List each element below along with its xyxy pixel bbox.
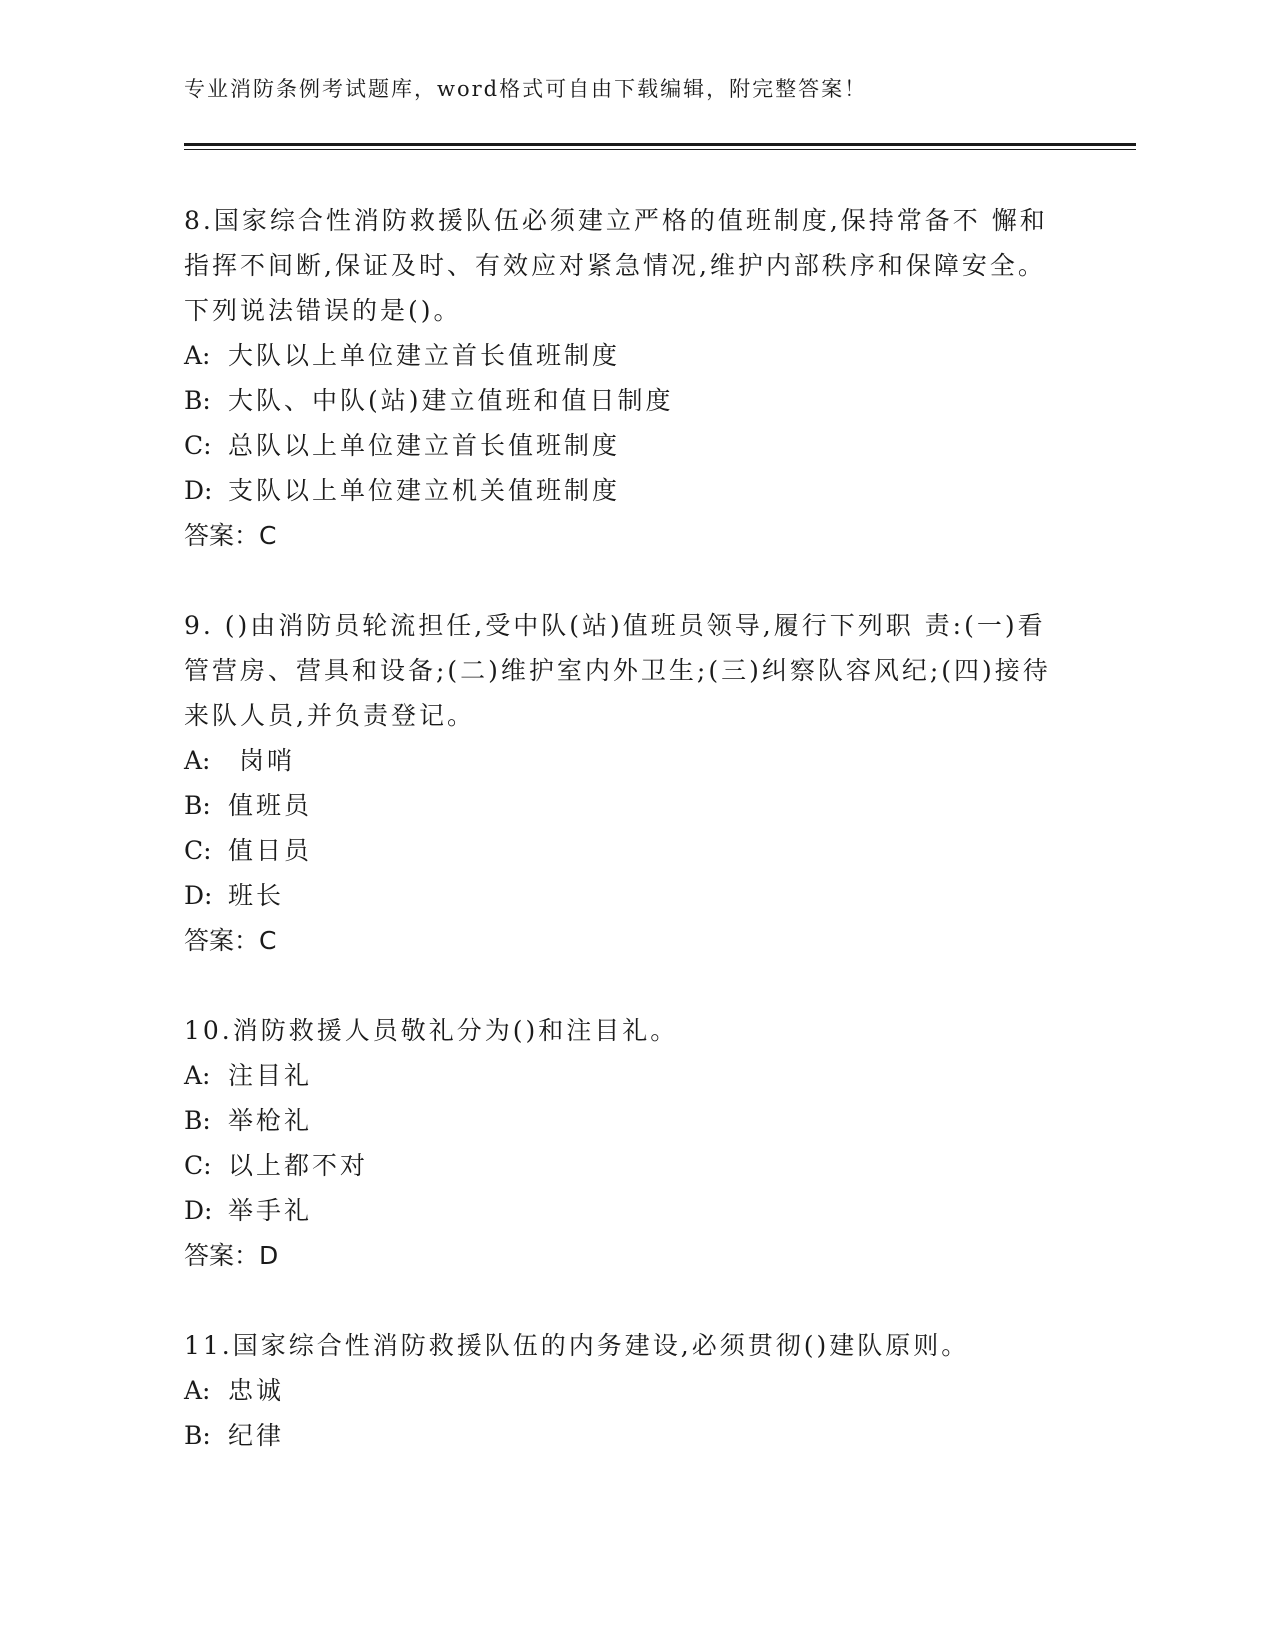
option-letter: C:	[184, 1151, 212, 1180]
option-letter: C:	[184, 836, 212, 865]
option-b	[184, 1098, 1064, 1143]
option-d	[184, 873, 1064, 918]
answer-line: 答案：C	[184, 521, 277, 550]
question-text: 8.国家综合性消防救援队伍必须建立严格的值班制度,保持常备不 懈和指挥不间断,保证及时、有效应对紧急情况,维护内部秩序和保障安全。下列说法错误的是()。	[184, 206, 1048, 325]
option-letter: C:	[184, 431, 212, 460]
option-a	[184, 333, 1064, 378]
option-a	[184, 1368, 1064, 1413]
option-letter: A:	[184, 1376, 211, 1405]
option-text: 岗哨	[228, 746, 295, 775]
option-letter: B:	[184, 1421, 211, 1450]
option-letter: B:	[184, 791, 211, 820]
header-divider-thin	[184, 149, 1136, 150]
question-11	[184, 1323, 1064, 1458]
option-text: 班长	[228, 881, 285, 910]
option-d	[184, 1188, 1064, 1233]
option-text: 以上都不对	[228, 1151, 369, 1180]
option-text: 举枪礼	[228, 1106, 313, 1135]
header-divider-thick	[184, 143, 1136, 146]
option-letter: D:	[184, 881, 213, 910]
option-letter: B:	[184, 1106, 211, 1135]
question-8	[184, 198, 1064, 558]
option-text: 忠诚	[228, 1376, 285, 1405]
answer-line: 答案：D	[184, 1241, 279, 1270]
answer-line: 答案：C	[184, 926, 277, 955]
option-text: 值日员	[228, 836, 313, 865]
option-b	[184, 783, 1064, 828]
question-text: 11.国家综合性消防救援队伍的内务建设,必须贯彻()建队原则。	[184, 1331, 970, 1360]
option-letter: A:	[184, 1061, 211, 1090]
option-b	[184, 1413, 1064, 1458]
page-header: 专业消防条例考试题库，word格式可自由下载编辑，附完整答案！	[184, 77, 868, 101]
option-c	[184, 828, 1064, 873]
question-9	[184, 603, 1064, 963]
question-text: 9. ()由消防员轮流担任,受中队(站)值班员领导,履行下列职 责:(一)看管营房、营具和设备;(二)维护室内外卫生;(三)纠察队容风纪;(四)接待来队人员,并负责登记。	[184, 611, 1051, 730]
option-letter: B:	[184, 386, 211, 415]
option-text: 值班员	[228, 791, 313, 820]
option-text: 大队以上单位建立首长值班制度	[228, 341, 621, 370]
option-text: 总队以上单位建立首长值班制度	[228, 431, 621, 460]
option-b	[184, 378, 1064, 423]
option-text: 大队、中队(站)建立值班和值日制度	[228, 386, 674, 415]
question-text: 10.消防救援人员敬礼分为()和注目礼。	[184, 1016, 679, 1045]
option-text: 纪律	[228, 1421, 285, 1450]
option-text: 支队以上单位建立机关值班制度	[228, 476, 621, 505]
option-text: 举手礼	[228, 1196, 313, 1225]
option-text: 注目礼	[228, 1061, 313, 1090]
option-letter: A:	[184, 746, 211, 775]
option-a	[184, 1053, 1064, 1098]
option-letter: D:	[184, 1196, 213, 1225]
question-list	[184, 198, 1064, 1503]
option-letter: D:	[184, 476, 213, 505]
option-letter: A:	[184, 341, 211, 370]
option-c	[184, 1143, 1064, 1188]
option-a	[184, 738, 1064, 783]
option-d	[184, 468, 1064, 513]
question-10	[184, 1008, 1064, 1278]
option-c	[184, 423, 1064, 468]
